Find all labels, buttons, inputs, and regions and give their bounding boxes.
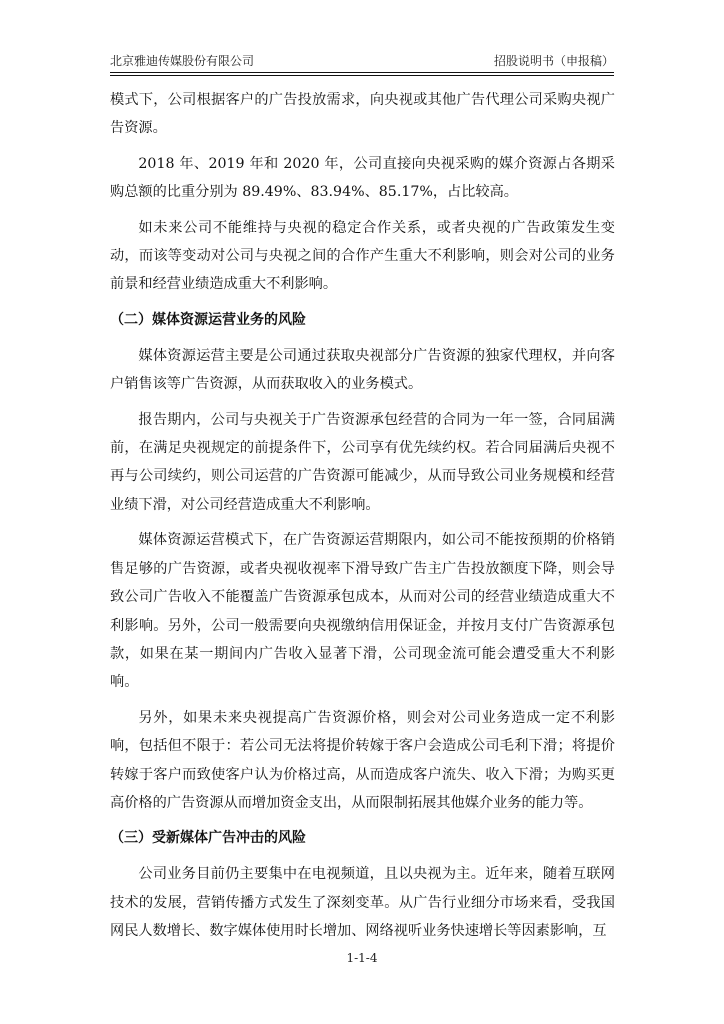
header-company-name: 北京雅迪传媒股份有限公司 xyxy=(110,53,255,68)
paragraph-8: 公司业务目前仍主要集中在电视频道，且以央视为主。近年来，随着互联网技术的发展，营销传播方式发生了深刻变革。从广告行业细分市场来看，受我国网民人数增长、数字媒体使用时长增加、网络视听业务快速增长等因素影响，互 xyxy=(110,866,615,940)
paragraph-6: 媒体资源运营模式下，在广告资源运营期限内，如公司不能按预期的价格销售足够的广告资源，或者央视收视率下滑导致广告主广告投放额度下降，则会导致公司广告收入不能覆盖广告资源承包成本，从而对公司的经营业绩造成重大不利影响。另外，公司一般需要向央视缴纳信用保证金，并按月支付广告资源承包款，如果在某一期间内广告收入显著下滑，公司现金流可能会遭受重大不利影响。 xyxy=(110,532,615,691)
paragraph-5: 报告期内，公司与央视关于广告资源承包经营的合同为一年一签，合同届满前，在满足央视规定的前提条件下，公司享有优先续约权。若合同届满后央视不再与公司续约，则公司运营的广告资源可能减少，从而导致公司业务规模和经营业绩下滑，对公司经营造成重大不利影响。 xyxy=(110,411,615,513)
section-heading-2: （二）媒体资源运营业务的风险 xyxy=(110,311,306,328)
page-header xyxy=(110,50,614,70)
paragraph-4: 媒体资源运营主要是公司通过获取央视部分广告资源的独家代理权，并向客户销售该等广告资源，从而获取收入的业务模式。 xyxy=(110,347,615,393)
paragraph-1: 模式下，公司根据客户的广告投放需求，向央视或其他广告代理公司采购央视广告资源。 xyxy=(110,92,615,137)
document-body xyxy=(110,86,615,953)
paragraph-2: 2018 年、2019 年和 2020 年，公司直接向央视采购的媒介资源占各期采购总额的比重分别为 89.49%、83.94%、85.17%，占比较高。 xyxy=(110,155,615,201)
header-document-title: 招股说明书（申报稿） xyxy=(493,53,614,68)
paragraph-7: 另外，如果未来央视提高广告资源价格，则会对公司业务造成一定不利影响，包括但不限于：若公司无法将提价转嫁于客户会造成公司毛利下滑；将提价转嫁于客户而致使客户认为价格过高，从而造成客户流失、收入下滑；为购买更高价格的广告资源从而增加资金支出，从而限制拓展其他媒介业务的能力等。 xyxy=(110,709,615,811)
header-rule xyxy=(110,72,614,76)
paragraph-3: 如未来公司不能维持与央视的稳定合作关系，或者央视的广告政策发生变动，而该等变动对公司与央视之间的合作产生重大不利影响，则会对公司的业务前景和经营业绩造成重大不利影响。 xyxy=(110,219,615,293)
section-heading-3: （三）受新媒体广告冲击的风险 xyxy=(110,830,306,847)
page-number: 1-1-4 xyxy=(346,951,378,965)
